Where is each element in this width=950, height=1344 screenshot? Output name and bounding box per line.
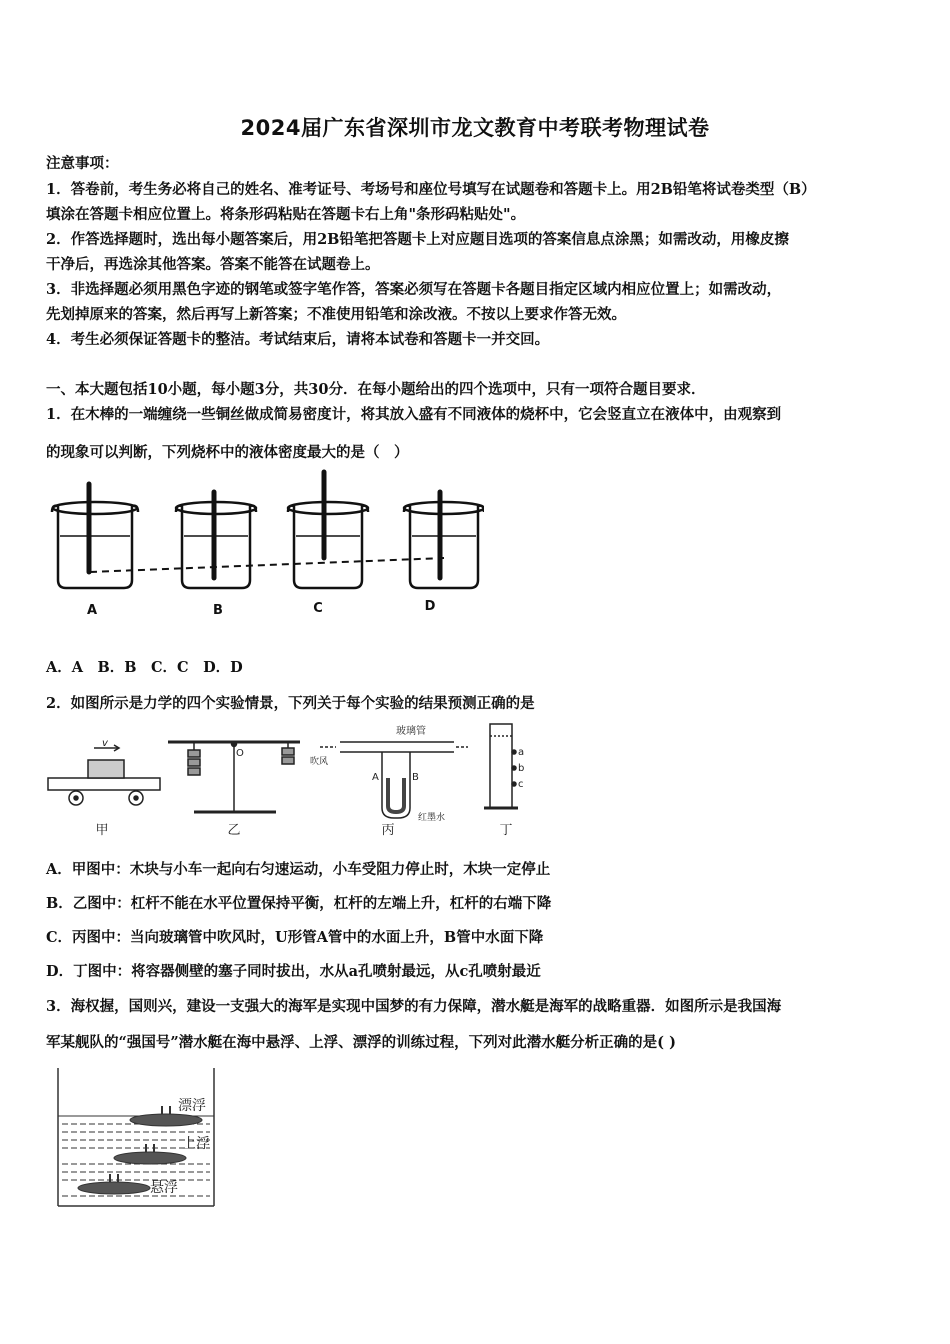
question-2-option-b: B．乙图中：杠杆不能在水平位置保持平衡，杠杆的左端上升，杠杆的右端下降 [46, 895, 552, 912]
submarine-floating [130, 1114, 202, 1126]
hole-c-label: c [518, 779, 524, 790]
notice-line: 1．答卷前，考生务必将自己的姓名、准考证号、考场号和座位号填写在试题卷和答题卡上。用2B铅笔将试卷类型（B） [46, 181, 816, 198]
notice-line: 干净后，再选涂其他答案。答案不能答在试题卷上。 [46, 256, 380, 273]
cart [48, 778, 160, 790]
notice-line: 填涂在答题卡相应位置上。将条形码粘贴在答题卡右上角"条形码粘贴处"。 [46, 206, 526, 223]
section-heading: 一、本大题包括10小题，每小题3分，共30分．在每小题给出的四个选项中，只有一项符合题目要求． [46, 381, 706, 398]
figure-label-jia: 甲 [95, 823, 109, 838]
beaker-a-rim [53, 502, 137, 514]
question-2-option-d: D．丁图中：将容器侧壁的塞子同时拔出，水从a孔喷射最远，从c孔喷射最近 [46, 963, 541, 980]
beaker-c [288, 506, 368, 588]
submarine-figure [54, 1068, 218, 1208]
notice-line: 先划掉原来的答案，然后再写上新答案；不准使用铅笔和涂改液。不按以上要求作答无效。 [46, 306, 626, 323]
notice-heading: 注意事项： [46, 155, 119, 172]
question-3-stem: 军某舰队的“强国号”潜水艇在海中悬浮、上浮、漂浮的训练过程，下列对此潜水艇分析正确的是( ) [46, 1034, 676, 1051]
suspend-label: 悬浮 [150, 1180, 178, 1196]
figure-label-yi: 乙 [227, 823, 241, 838]
question-1-stem: 的现象可以判断，下列烧杯中的液体密度最大的是（ ） [46, 444, 409, 461]
question-2-option-c: C．丙图中：当向玻璃管中吹风时，U形管A管中的水面上升，B管中水面下降 [46, 929, 544, 946]
notice-line: 2．作答选择题时，选出每小题答案后，用2B铅笔把答题卡上对应题目选项的答案信息点涂黑；如需改动，用橡皮擦 [46, 231, 789, 248]
glass-tube-label: 玻璃管 [396, 726, 426, 737]
beaker-label-c: C [313, 601, 323, 616]
notice-line: 4．考生必须保证答题卡的整洁。考试结束后，请将本试卷和答题卡一并交回。 [46, 331, 550, 348]
red-ink-label: 红墨水 [418, 813, 446, 823]
beaker-label-a: A [86, 603, 98, 618]
submarine-suspended [78, 1182, 150, 1194]
beaker-label-b: B [213, 603, 223, 618]
beaker-d [404, 506, 484, 588]
tube-b-label: B [412, 772, 419, 783]
pivot-label: O [236, 748, 244, 759]
question-3-stem: 3．海权握，国则兴，建设一支强大的海军是实现中国梦的有力保障，潜水艇是海军的战略重器．如图所示是我国海 [46, 998, 782, 1015]
figure-label-ding: 丁 [499, 823, 513, 838]
beaker-label-d: D [424, 599, 436, 614]
figure-label-bing: 丙 [381, 823, 395, 838]
tube-a-label: A [372, 772, 379, 783]
page-title: 2024届广东省深圳市龙文教育中考联考物理试卷 [240, 116, 710, 140]
question-2-option-a: A．甲图中：木块与小车一起向右匀速运动，小车受阻力停止时，木块一定停止 [46, 861, 551, 878]
water-container [490, 724, 512, 808]
mechanics-experiments-figure [44, 716, 534, 840]
hydrometer-beakers-figure [44, 462, 484, 622]
beaker-a [52, 506, 138, 588]
velocity-label: v [102, 738, 108, 749]
submarine-rising [114, 1152, 186, 1164]
question-1-options: A．A B．B C．C D．D [46, 659, 243, 676]
hole-a-label: a [518, 747, 525, 758]
float-label: 漂浮 [178, 1098, 206, 1114]
question-1-stem: 1．在木棒的一端缠绕一些铜丝做成简易密度计，将其放入盛有不同液体的烧杯中，它会竖直立在液体中，由观察到 [46, 406, 782, 423]
reference-dashed-line [90, 558, 444, 572]
notice-line: 3．非选择题必须用黑色字迹的钢笔或签字笔作答，答案必须写在答题卡各题目指定区域内相应位置上；如需改动， [46, 281, 782, 298]
hole-b-label: b [518, 763, 525, 774]
question-2-stem: 2．如图所示是力学的四个实验情景，下列关于每个实验的结果预测正确的是 [46, 695, 535, 712]
wooden-block [88, 760, 124, 778]
blow-label: 吹风 [310, 757, 329, 767]
rise-label: 上浮 [182, 1136, 210, 1152]
